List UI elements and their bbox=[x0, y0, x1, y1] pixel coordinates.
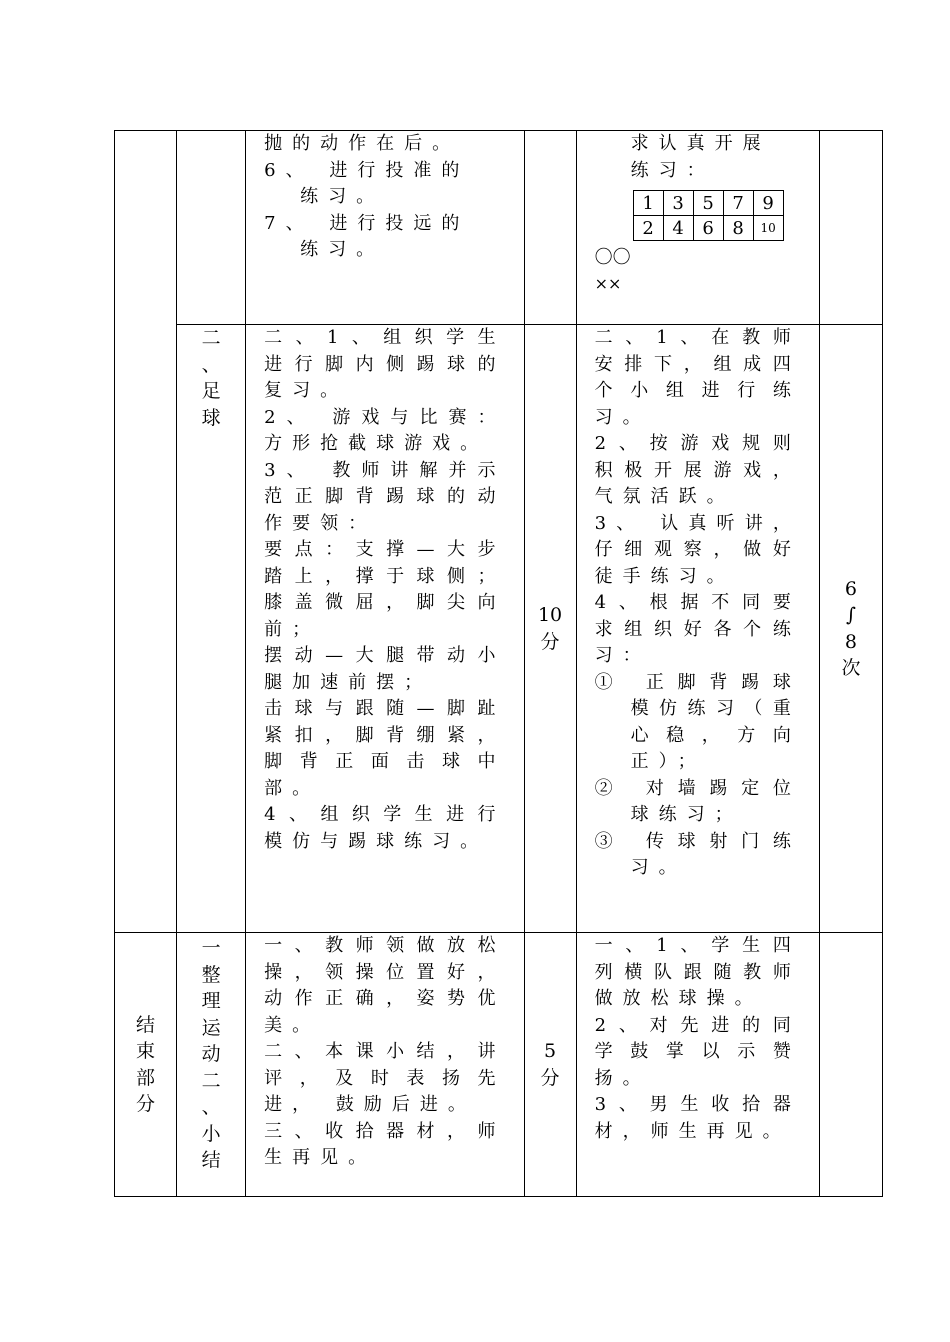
section-char: 动 bbox=[201, 1043, 221, 1065]
content-paragraph: 二、1、组织学生进行脚内侧踢球的复习。 bbox=[264, 327, 506, 401]
activity-paragraph: 4、根据不同要求组织好各个练习： bbox=[594, 592, 801, 666]
activity-line: 练习： bbox=[630, 159, 715, 181]
section-char: 运 bbox=[201, 1016, 221, 1039]
content-line: 抛的动作在后。 bbox=[264, 133, 461, 154]
grid-row bbox=[633, 216, 783, 241]
grid-cell: 7 bbox=[723, 191, 753, 216]
content-paragraph: 二、本课小结，讲评，及时表扬先进， 鼓励后进。 bbox=[264, 1041, 506, 1115]
activity-paragraph: 二、1、在教师安排下，组成四个小组进行练习。 bbox=[594, 327, 801, 428]
section-char: 球 bbox=[201, 406, 221, 429]
section-char: 、 bbox=[201, 1096, 221, 1118]
number-grid bbox=[633, 190, 784, 241]
part-char: 部 bbox=[136, 1066, 156, 1089]
section-char: 理 bbox=[201, 990, 221, 1012]
content-cell bbox=[246, 325, 524, 933]
activity-cell bbox=[576, 933, 819, 1197]
content-paragraph: 2、 游戏与比赛：方形抢截球游戏。 bbox=[264, 406, 506, 454]
content-paragraph: 摆动—大腿带动小腿加速前摆； bbox=[264, 645, 506, 693]
section-char: 结 bbox=[201, 1149, 221, 1171]
activity-paragraph: 一、1、学生四列横队跟随教师做放松球操。 bbox=[594, 935, 801, 1009]
content-cell bbox=[246, 933, 524, 1197]
content-cell bbox=[246, 131, 524, 325]
section-char: 足 bbox=[201, 380, 221, 402]
reps-cell bbox=[819, 131, 882, 325]
time-value: 10 bbox=[537, 604, 563, 626]
table-row bbox=[115, 325, 883, 933]
content-line: 6、 进行投准的 bbox=[264, 159, 470, 181]
grid-cell: 8 bbox=[723, 216, 753, 241]
part-cell bbox=[115, 933, 177, 1197]
grid-cell: 10 bbox=[753, 216, 783, 241]
grid-row bbox=[633, 191, 783, 216]
content-paragraph: 要点：支撑—大步踏上，撑于球侧；膝盖微屈，脚尖向前； bbox=[264, 539, 506, 640]
reps-cell bbox=[819, 933, 882, 1197]
reps-unit: 次 bbox=[841, 657, 861, 679]
section-char: 小 bbox=[201, 1122, 221, 1145]
grid-cell: 5 bbox=[693, 191, 723, 216]
section-char: 二 bbox=[201, 327, 221, 349]
content-paragraph: 击球与跟随—脚趾紧扣，脚背绷紧，脚背正面击球中部。 bbox=[264, 698, 506, 799]
content-paragraph: 一、教师领做放松操，领操位置好，动作正确，姿势优美。 bbox=[264, 935, 506, 1036]
section-char: 二 bbox=[201, 1069, 221, 1092]
activity-item: ① 正脚背踢球模仿练习（重心稳，方向正）； bbox=[594, 671, 801, 772]
grid-cell: 1 bbox=[633, 191, 663, 216]
time-unit: 分 bbox=[540, 630, 560, 653]
part-char: 分 bbox=[136, 1093, 156, 1115]
section-char: 整 bbox=[201, 963, 221, 986]
reps-range-sign: ∫ bbox=[845, 604, 856, 626]
content-paragraph: 4、组织学生进行模仿与踢球练习。 bbox=[264, 804, 506, 852]
grid-cell: 6 bbox=[693, 216, 723, 241]
grid-cell: 3 bbox=[663, 191, 693, 216]
content-line: 7、 进行投远的 bbox=[264, 212, 470, 234]
activity-paragraph: 3、男生收拾器材，师生再见。 bbox=[594, 1094, 801, 1142]
part-cell bbox=[115, 131, 177, 933]
grid-cell: 4 bbox=[663, 216, 693, 241]
lesson-plan-table bbox=[114, 130, 883, 1197]
activity-paragraph: 2、对先进的同学鼓掌以示赞扬。 bbox=[594, 1014, 801, 1089]
content-line: 练习。 bbox=[300, 186, 385, 207]
time-cell bbox=[524, 325, 576, 933]
activity-item: ③ 传球射门练习。 bbox=[594, 830, 801, 878]
activity-paragraph: 2、按游戏规则积极开展游戏， 气氛活跃。 bbox=[594, 433, 801, 507]
cross-marks: ×× bbox=[594, 274, 622, 293]
content-line: 练习。 bbox=[300, 239, 385, 260]
activity-paragraph: 3、 认真听讲， 仔细观察，做好徒手练习。 bbox=[594, 512, 801, 587]
section-cell bbox=[177, 933, 246, 1197]
content-paragraph: 三、收拾器材，师生再见。 bbox=[264, 1120, 506, 1168]
activity-cell bbox=[576, 325, 819, 933]
activity-item: ② 对墙踢定位球练习； bbox=[594, 777, 801, 825]
activity-line: 求认真开展 bbox=[630, 133, 771, 154]
reps-min: 6 bbox=[844, 577, 857, 600]
part-char: 结 bbox=[136, 1013, 156, 1036]
section-cell bbox=[177, 325, 246, 933]
time-value: 5 bbox=[544, 1040, 557, 1062]
activity-cell bbox=[576, 131, 819, 325]
table-row bbox=[115, 933, 883, 1197]
table-row bbox=[115, 131, 883, 325]
time-unit: 分 bbox=[540, 1066, 560, 1089]
section-char: 一 bbox=[201, 937, 221, 959]
circle-marks: 〇〇 bbox=[594, 247, 631, 268]
time-cell bbox=[524, 131, 576, 325]
reps-max: 8 bbox=[844, 630, 857, 653]
section-char: 、 bbox=[201, 353, 221, 376]
content-paragraph: 3、 教师讲解并示范正脚背踢球的动作要领： bbox=[264, 459, 506, 534]
time-cell bbox=[524, 933, 576, 1197]
grid-cell: 9 bbox=[753, 191, 783, 216]
grid-cell: 2 bbox=[633, 216, 663, 241]
section-cell bbox=[177, 131, 246, 325]
part-char: 束 bbox=[136, 1040, 156, 1062]
reps-cell bbox=[819, 325, 882, 933]
